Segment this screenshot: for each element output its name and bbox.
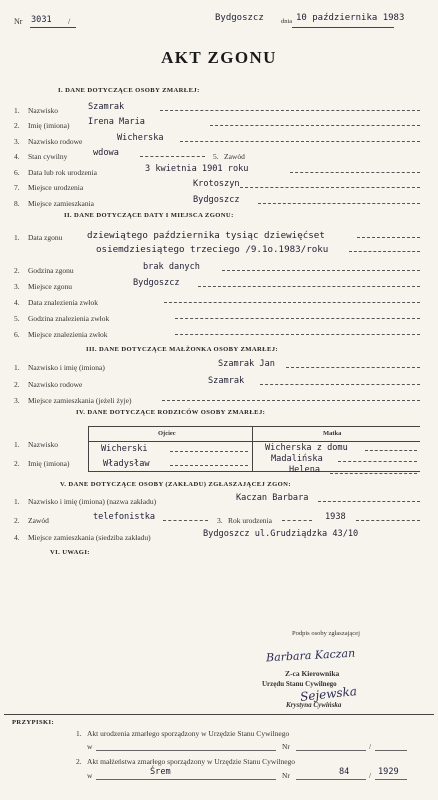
date-underline — [292, 27, 394, 28]
footnote-1-nr: Nr — [282, 742, 290, 751]
mother-maiden-name: Madalińska — [271, 454, 323, 464]
footnote-2-place-line — [96, 779, 276, 780]
death-date-line-2: osiemdziesiątego trzeciego /9.1o.1983/roku — [96, 244, 329, 255]
footnote-2-number-value: 84 — [339, 767, 350, 777]
field-label: Miejsce znalezienia zwłok — [28, 330, 108, 339]
reporter-signature-caption: Podpis osoby zgłaszającej — [292, 630, 360, 637]
field-number: 8. — [14, 199, 20, 208]
official-signature: Sejewska — [299, 684, 358, 704]
field-value: Bydgoszcz — [193, 195, 240, 205]
mother-maiden-dash — [338, 461, 417, 462]
field-number: 1. — [14, 363, 20, 372]
document-title: AKT ZGONU — [161, 48, 277, 67]
mother-first-name: Helena — [289, 465, 321, 475]
parents-surname-label: Nazwisko — [28, 440, 58, 449]
death-date-line-1: dziewiątego października tysiąc dziewięćset — [87, 230, 325, 241]
footnote-2-place: Śrem — [150, 767, 171, 777]
field-number: 1. — [14, 106, 20, 115]
reporter-name-number: 1. — [14, 497, 20, 506]
field-number: 5. — [14, 314, 20, 323]
field-value: 3 kwietnia 1901 roku — [145, 164, 249, 174]
reporter-address: Bydgoszcz ul.Grudziądzka 43/10 — [203, 529, 359, 539]
father-first-name: Władysław — [103, 459, 150, 469]
footnotes-heading: PRZYPISKI: — [12, 719, 55, 726]
field-value: Krotoszyn — [193, 179, 240, 189]
reporter-address-label: Miejsce zamieszkania (siedziba zakładu) — [28, 533, 151, 542]
certificate-number: 3031 — [31, 15, 52, 25]
field-fill-line — [164, 302, 420, 303]
footnotes-divider — [4, 714, 434, 715]
issue-place: Bydgoszcz — [215, 13, 264, 23]
field-label: Miejsce zamieszkania (jeżeli żyje) — [28, 396, 132, 405]
footnote-2-year-line — [375, 779, 407, 780]
field-value: wdowa — [93, 148, 119, 158]
field-number: 3. — [14, 396, 20, 405]
field-label: Nazwisko rodowe — [28, 380, 83, 389]
issue-date: 10 października 1983 — [296, 13, 405, 23]
reporter-birthyear: 1938 — [325, 512, 346, 522]
mother-column-header: Matka — [323, 430, 342, 437]
number-slash: / — [68, 17, 71, 26]
reporter-birthyear-label: Rok urodzenia — [228, 516, 272, 525]
field-number: 2. — [14, 380, 20, 389]
field-number: 3. — [14, 137, 20, 146]
reporter-occupation-dash — [163, 520, 208, 521]
father-surname-dash — [170, 451, 248, 452]
parents-surname-number: 1. — [14, 440, 20, 449]
section-2-heading: II. DANE DOTYCZĄCE DATY I MIEJSCA ZGONU: — [64, 212, 234, 219]
field-value: Bydgoszcz — [133, 278, 180, 288]
parents-table-left — [88, 426, 89, 471]
section-1-heading: I. DANE DOTYCZĄCE OSOBY ZMARŁEJ: — [58, 87, 200, 94]
footnote-1-slash: / — [369, 742, 372, 751]
field-number: 4. — [14, 298, 20, 307]
parents-table-divider — [252, 426, 253, 471]
reporter-occupation-label: Zawód — [28, 516, 49, 525]
field-fill-line — [162, 400, 420, 401]
field-fill-line — [210, 125, 420, 126]
number-underline — [30, 27, 76, 28]
field-fill-line — [222, 270, 420, 271]
official-name: Krystyna Cywińska — [286, 701, 342, 709]
field-label: Nazwisko rodowe — [28, 137, 83, 146]
field-label: Godzina zgonu — [28, 266, 74, 275]
field-label: Miejsce urodzenia — [28, 183, 84, 192]
mother-name-dash — [330, 473, 417, 474]
reporter-address-number: 4. — [14, 533, 20, 542]
field-value: Wicherska — [117, 133, 164, 143]
section-4-heading: IV. DANE DOTYCZĄCE RODZICÓW OSOBY ZMARŁEJ: — [76, 409, 266, 416]
reporter-signature: Barbara Kaczan — [265, 646, 356, 665]
field-fill-line — [175, 334, 420, 335]
field-fill-line — [180, 141, 420, 142]
parents-name-number: 2. — [14, 459, 20, 468]
field-fill-line — [258, 203, 420, 204]
footnote-1-text: Akt urodzenia zmarłego sporządzony w Urzędzie Stanu Cywilnego — [87, 729, 290, 738]
mother-surname-dash — [365, 450, 417, 451]
reporter-birthyear-dash-right — [356, 520, 420, 521]
field-fill-line — [290, 172, 420, 173]
date-prefix: dnia — [281, 18, 293, 25]
death-date-label: Data zgonu — [28, 233, 63, 242]
section-3-heading: III. DANE DOTYCZĄCE MAŁŻONKA OSOBY ZMARŁEJ: — [86, 346, 279, 353]
field-label: Godzina znalezienia zwłok — [28, 314, 110, 323]
footnote-1-year-line — [375, 750, 407, 751]
field-number: 4. — [14, 152, 20, 161]
field-number: 2. — [14, 266, 20, 275]
field-label: Nazwisko — [28, 106, 58, 115]
field-fill-line — [286, 367, 420, 368]
death-date-line-2-dash — [349, 251, 420, 252]
field-number: 6. — [14, 168, 20, 177]
footnote-1-w: w — [87, 742, 93, 751]
field-fill-line — [198, 286, 420, 287]
field-fill-line — [260, 384, 420, 385]
footnote-2-number: 2. — [76, 757, 82, 766]
reporter-occupation: telefonistka — [93, 512, 156, 522]
footnote-2-year: 1929 — [378, 767, 399, 777]
field-number: 7. — [14, 183, 20, 192]
section-5-heading: V. DANE DOTYCZĄCE OSOBY (ZAKŁADU) ZGŁASZAJĄCEJ ZGON: — [60, 481, 291, 488]
field-value: Szamrak — [208, 376, 245, 386]
official-stamp-title: Z-ca Kierownika — [285, 669, 340, 678]
field-value: Szamrak — [88, 102, 125, 112]
reporter-name: Kaczan Barbara — [236, 493, 309, 503]
occupation-label: Zawód — [224, 152, 245, 161]
reporter-occupation-number: 2. — [14, 516, 20, 525]
field-fill-line — [160, 110, 420, 111]
footnote-2-text: Akt małżeństwa zmarłego sporządzony w Urzędzie Stanu Cywilnego — [87, 757, 296, 766]
field-value: brak danych — [143, 262, 200, 272]
field-label: Imię (imiona) — [28, 121, 70, 130]
footnote-2-w: w — [87, 771, 93, 780]
section-6-heading: VI. UWAGI: — [50, 549, 90, 556]
footnote-1-nr-line — [296, 750, 366, 751]
field-value: Irena Maria — [88, 117, 145, 127]
number-label: Nr — [14, 17, 23, 26]
field-label: Miejsce zgonu — [28, 282, 72, 291]
parents-name-label: Imię (imiona) — [28, 459, 70, 468]
field-label: Stan cywilny — [28, 152, 68, 161]
reporter-name-dash — [318, 501, 420, 502]
footnote-1-number: 1. — [76, 729, 82, 738]
death-date-number: 1. — [14, 233, 20, 242]
footnote-2-nr: Nr — [282, 771, 290, 780]
field-fill-line — [140, 156, 205, 157]
field-fill-line — [240, 187, 420, 188]
field-label: Nazwisko i imię (imiona) — [28, 363, 105, 372]
mother-surname: Wicherska z domu — [265, 443, 348, 453]
reporter-birthyear-dash-left — [282, 520, 312, 521]
footnote-2-slash: / — [369, 771, 372, 780]
footnote-2-nr-line — [296, 779, 366, 780]
official-stamp-office: Urzędu Stanu Cywilnego — [262, 680, 337, 688]
field-label: Miejsce zamieszkania — [28, 199, 95, 208]
occupation-number: 5. — [213, 152, 219, 161]
reporter-name-label: Nazwisko i imię (imiona) (nazwa zakładu) — [28, 497, 157, 506]
father-name-dash — [170, 465, 248, 466]
footnote-1-place-line — [96, 750, 276, 751]
field-value: Szamrak Jan — [218, 359, 275, 369]
field-number: 3. — [14, 282, 20, 291]
father-surname: Wicherski — [101, 444, 148, 454]
parents-table-bottom — [88, 471, 420, 472]
reporter-birthyear-number: 3. — [217, 516, 223, 525]
field-label: Data lub rok urodzenia — [28, 168, 97, 177]
field-label: Data znalezienia zwłok — [28, 298, 98, 307]
field-number: 6. — [14, 330, 20, 339]
field-number: 2. — [14, 121, 20, 130]
parents-table-header-bottom — [88, 441, 420, 442]
death-date-line-1-dash — [357, 237, 420, 238]
parents-table-top — [88, 426, 420, 427]
father-column-header: Ojciec — [158, 430, 176, 437]
field-fill-line — [175, 318, 420, 319]
